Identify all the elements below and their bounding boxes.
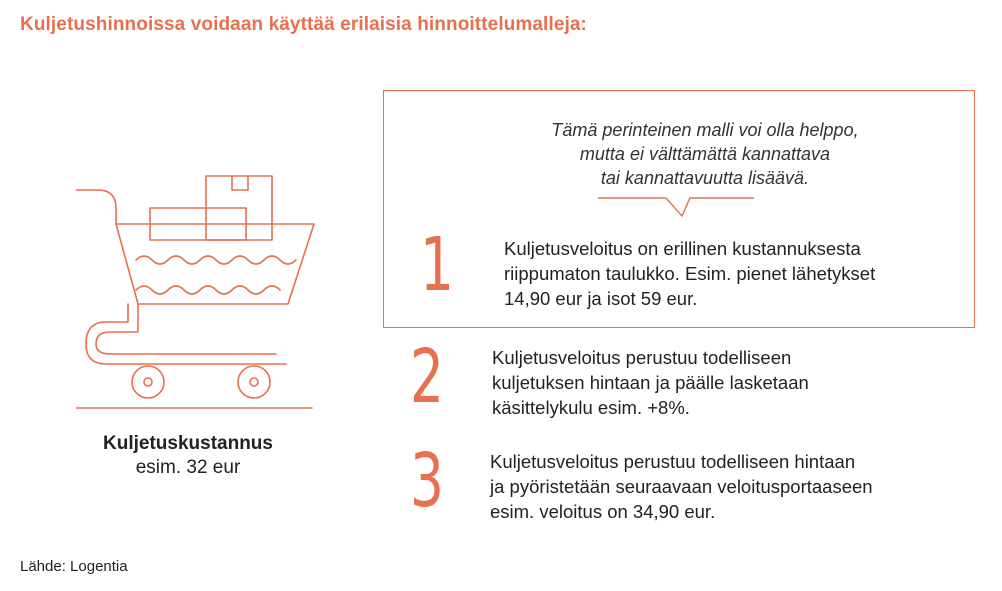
cost-example: esim. 32 eur <box>135 457 241 478</box>
item-text-3 <box>490 449 873 524</box>
quote-line: mutta ei välttämättä kannattava <box>579 144 831 164</box>
item-line: 14,90 eur ja isot 59 eur. <box>504 288 698 309</box>
cost-label <box>60 432 316 480</box>
item-text-1 <box>504 236 875 311</box>
item-number-3: 3 <box>410 438 444 524</box>
item-line: Kuljetusveloitus perustuu todelliseen hintaan <box>490 451 856 472</box>
item-line: Kuljetusveloitus perustuu todelliseen <box>492 347 792 368</box>
item-number-2: 2 <box>410 334 444 420</box>
item-line: esim. veloitus on 34,90 eur. <box>490 501 716 522</box>
cost-title: Kuljetuskustannus <box>103 433 273 454</box>
quote-line: Tämä perinteinen malli voi olla helppo, <box>551 120 859 140</box>
quote-text <box>470 118 940 190</box>
item-text-2 <box>492 345 809 420</box>
item-line: käsittelykulu esim. +8%. <box>492 397 690 418</box>
item-line: kuljetuksen hintaan ja päälle lasketaan <box>492 372 809 393</box>
speech-bubble-tail-icon <box>598 196 754 220</box>
quote-line: tai kannattavuutta lisäävä. <box>600 168 810 188</box>
item-line: Kuljetusveloitus on erillinen kustannuksesta <box>504 238 861 259</box>
item-line: ja pyöristetään seuraavaan veloitusportaaseen <box>490 476 873 497</box>
shopping-cart-icon <box>76 168 316 410</box>
item-line: riippumaton taulukko. Esim. pienet lähetykset <box>504 263 876 284</box>
item-number-1: 1 <box>420 222 454 308</box>
page-title: Kuljetushinnoissa voidaan käyttää erilaisia hinnoittelumalleja: <box>20 14 587 35</box>
source-note: Lähde: Logentia <box>20 558 128 575</box>
